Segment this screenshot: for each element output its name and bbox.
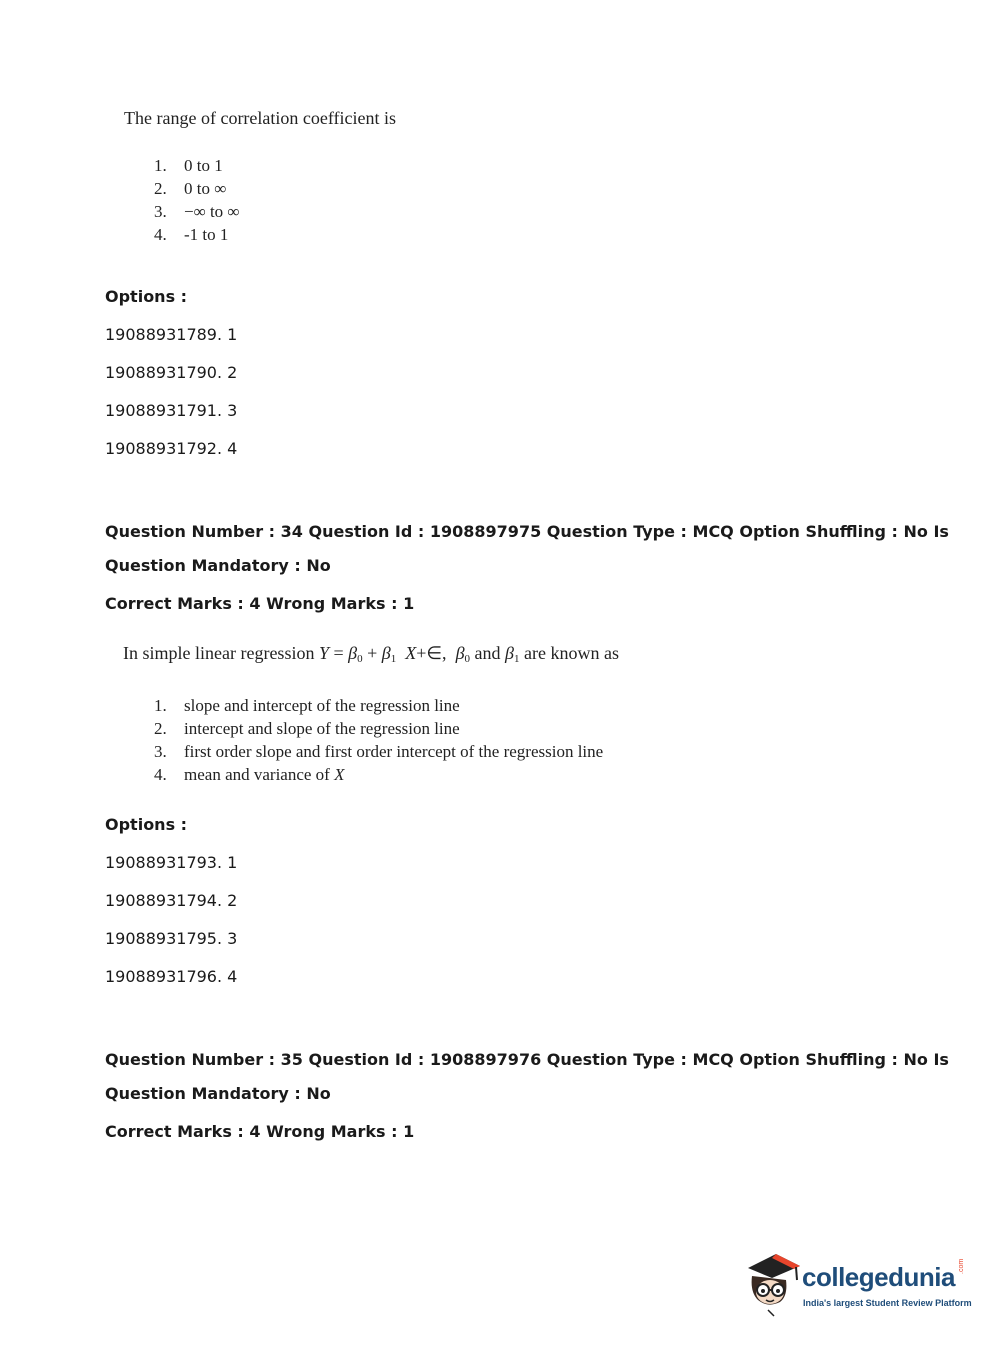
math-operator: + [362,643,382,663]
choice-number: 1. [154,696,167,715]
question-33-choices [154,154,240,246]
math-var-x: X [405,643,417,663]
collegedunia-logo [742,1248,972,1320]
mascot-icon [742,1248,802,1318]
math-operator: +∈, [416,643,447,663]
option-item: 19088931795. 3 [105,929,238,948]
options-label: Options : [105,815,188,834]
math-beta: β [348,643,358,663]
choice-item [154,740,603,763]
choice-item [154,223,240,246]
choice-text: mean and variance of [184,765,330,784]
question-34-marks: Correct Marks : 4 Wrong Marks : 1 [105,594,415,613]
question-34-prompt [123,643,619,665]
choice-number: 1. [154,156,167,175]
choice-item [154,717,603,740]
math-beta: β [381,643,391,663]
option-item: 19088931794. 2 [105,891,238,910]
choice-text: slope and intercept of the regression line [184,696,460,715]
math-beta: β [455,643,465,663]
choice-item [154,200,240,223]
question-35-mandatory: Question Mandatory : No [105,1084,331,1103]
math-operator: = [328,643,349,663]
choice-number: 4. [154,225,167,244]
choice-number: 4. [154,765,167,784]
logo-wordmark: collegedunia [802,1262,955,1292]
choice-number: 2. [154,179,167,198]
choice-text: −∞ to ∞ [184,202,240,221]
choice-item [154,763,603,786]
logo-dotcom: .com [958,1258,965,1274]
math-subscript: 1 [514,653,520,665]
math-beta: β [505,643,514,663]
math-var-y: Y [318,643,329,663]
choice-item [154,154,240,177]
option-item: 19088931791. 3 [105,401,238,420]
math-var-x: X [334,765,345,784]
question-33-prompt: The range of correlation coefficient is [124,108,397,128]
choice-number: 3. [154,742,167,761]
math-subscript: 0 [357,653,363,665]
math-subscript: 1 [390,653,397,665]
choice-text: 0 to ∞ [184,179,227,198]
option-item: 19088931796. 4 [105,967,238,986]
question-35-marks: Correct Marks : 4 Wrong Marks : 1 [105,1122,415,1141]
question-35-header: Question Number : 35 Question Id : 1908897976 Question Type : MCQ Option Shuffling : No Is [105,1050,949,1069]
prompt-text: and [474,643,501,663]
logo-tagline: India's largest Student Review Platform [803,1298,972,1308]
choice-item [154,177,240,200]
choice-text: -1 to 1 [184,225,229,244]
option-item: 19088931789. 1 [105,325,238,344]
choice-item [154,694,603,717]
choice-text: intercept and slope of the regression line [184,719,460,738]
option-item: 19088931792. 4 [105,439,238,458]
prompt-text: In simple linear regression [123,643,315,663]
question-34-mandatory: Question Mandatory : No [105,556,331,575]
options-label: Options : [105,287,188,306]
math-subscript: 0 [464,653,471,665]
choice-number: 2. [154,719,167,738]
prompt-text: are known as [524,643,619,663]
question-34-choices [154,694,603,786]
question-34-header: Question Number : 34 Question Id : 1908897975 Question Type : MCQ Option Shuffling : No Is [105,522,949,541]
option-item: 19088931793. 1 [105,853,238,872]
choice-text: first order slope and first order intercept of the regression line [184,742,604,761]
choice-number: 3. [154,202,167,221]
option-item: 19088931790. 2 [105,363,238,382]
choice-text: 0 to 1 [184,156,223,175]
